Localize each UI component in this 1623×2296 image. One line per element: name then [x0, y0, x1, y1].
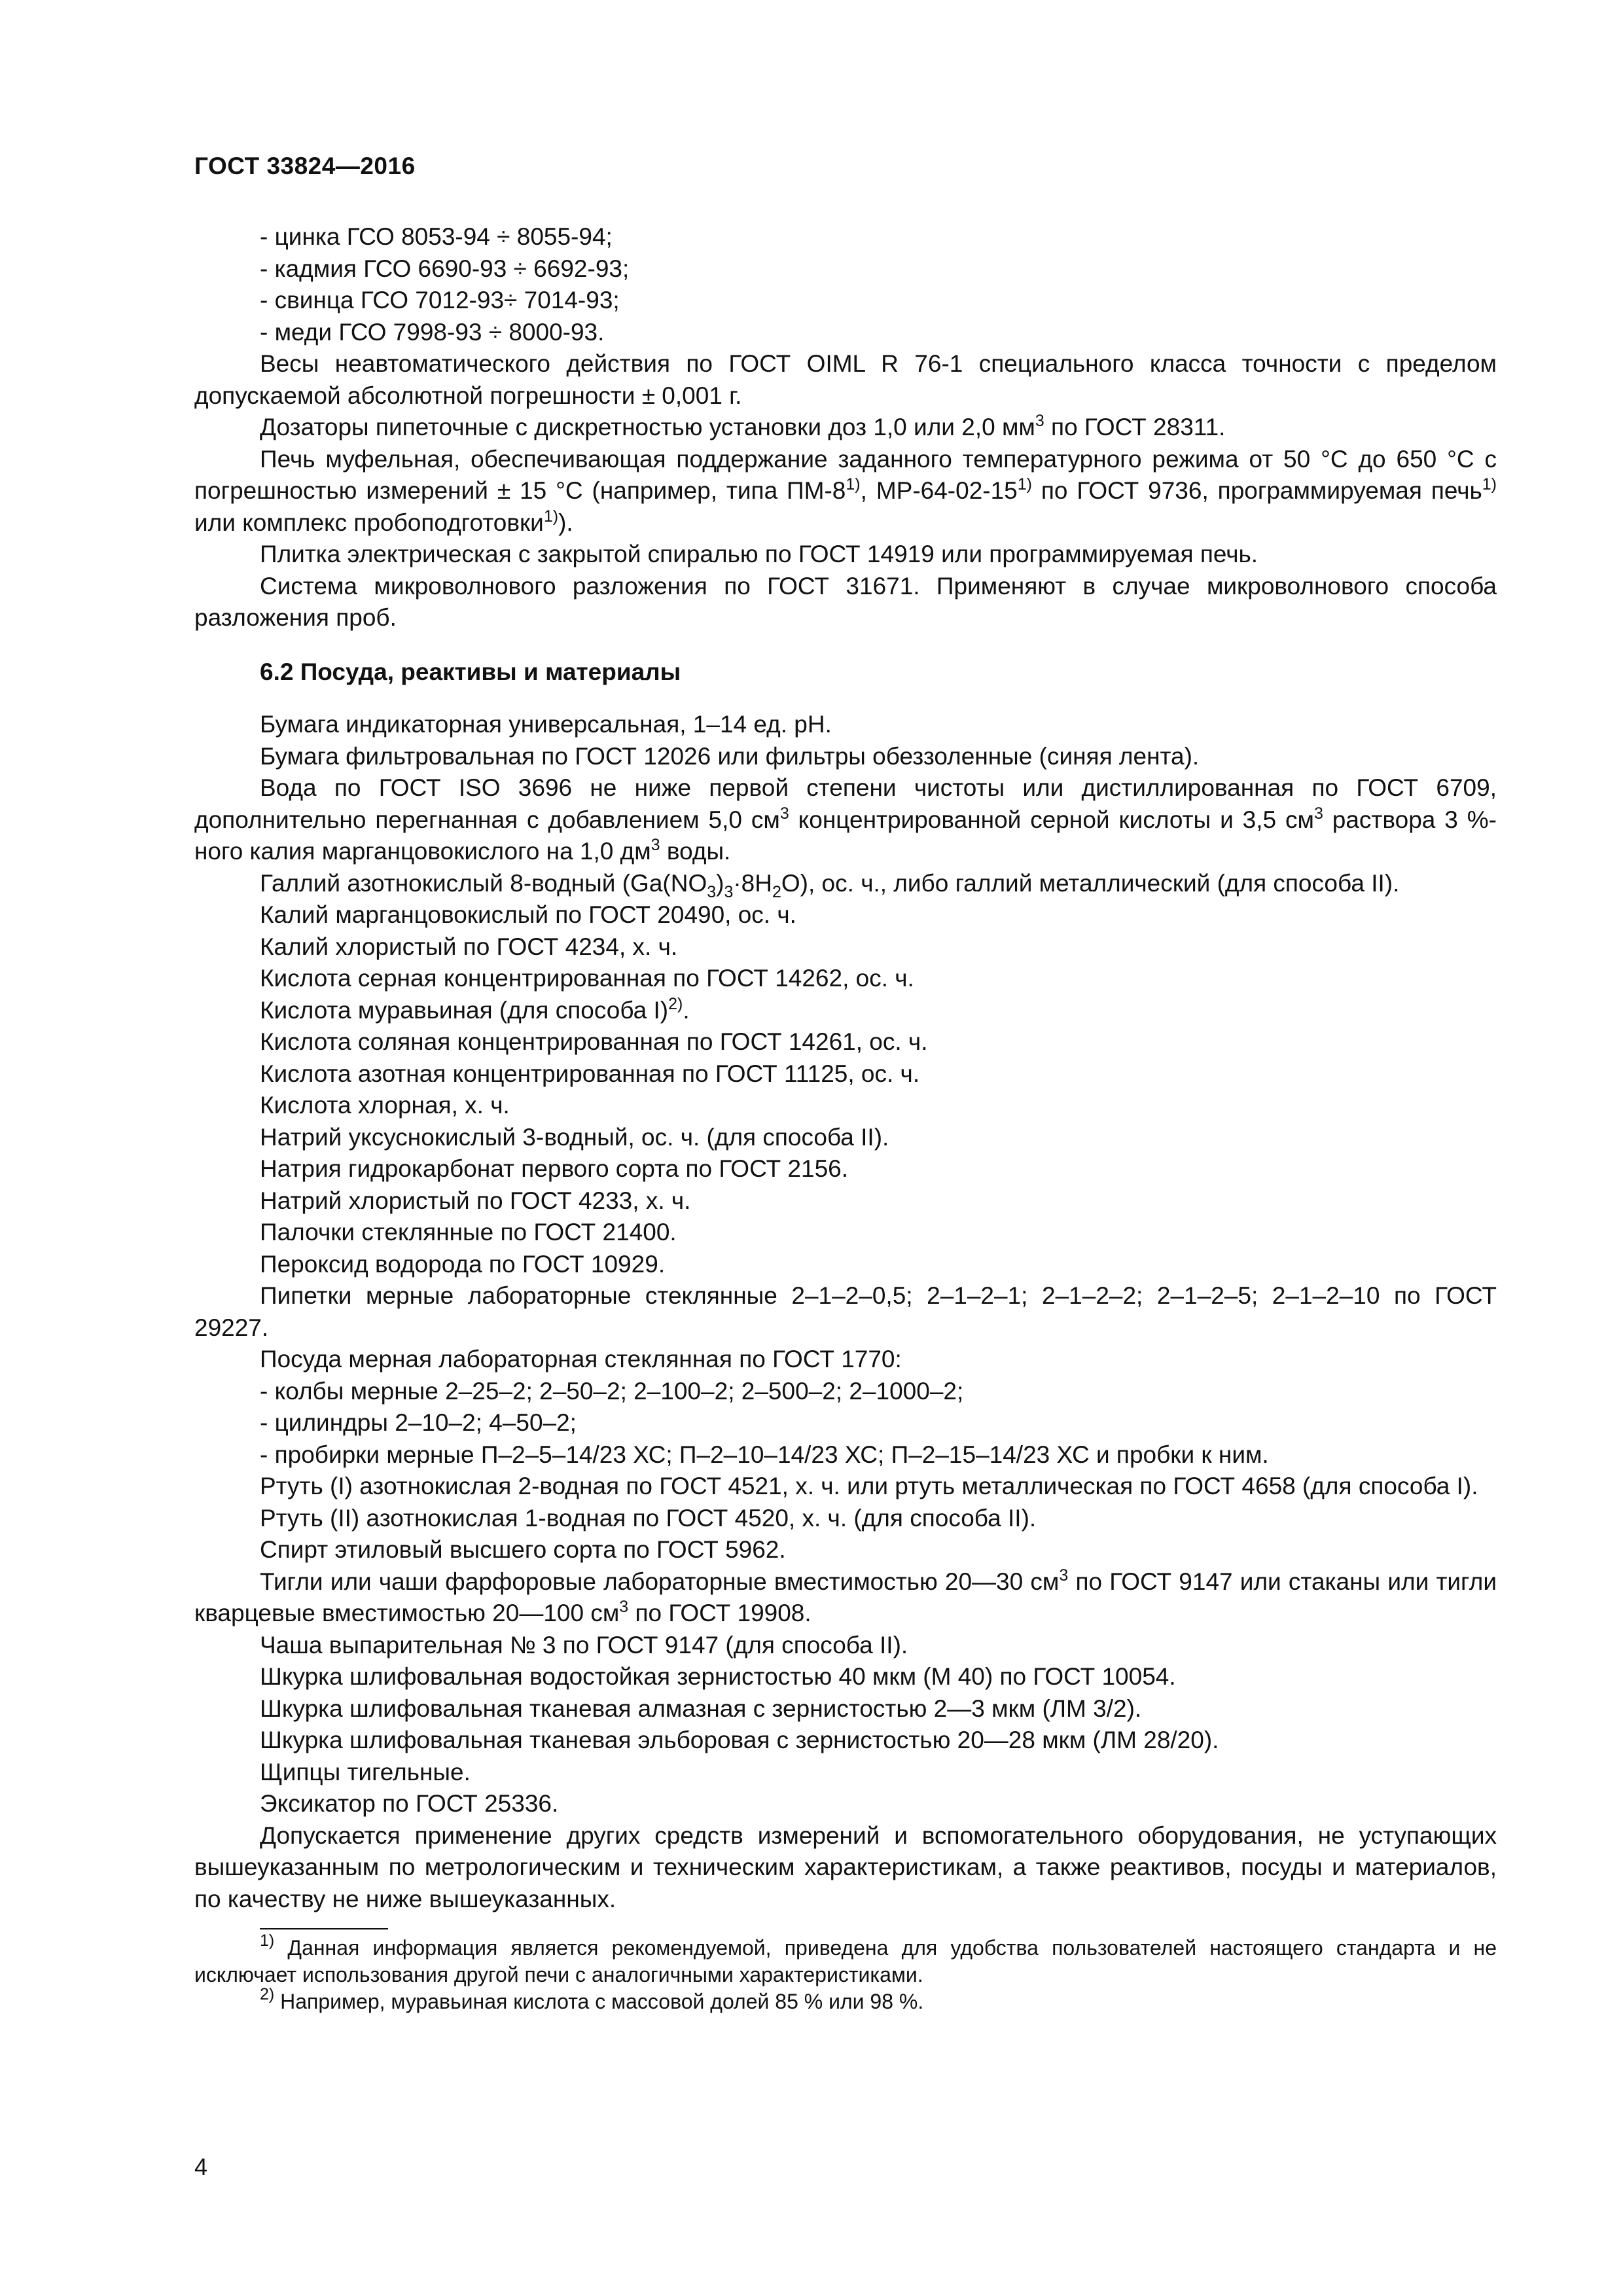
text-run: , МР-64-02-15 — [860, 477, 1018, 504]
standard-sample-item: - меди ГСО 7998-93 ÷ 8000-93. — [260, 318, 605, 346]
footnote-ref: 2) — [668, 994, 683, 1013]
reagent-alcohol: Спирт этиловый высшего сорта по ГОСТ 5962. — [260, 1536, 786, 1563]
reagent-item: Кислота азотная концентрированная по ГОСТ 11125, ос. ч. — [260, 1060, 920, 1087]
reagent-crucibles — [194, 1566, 1497, 1630]
superscript: 3 — [1035, 412, 1044, 430]
footnote-1 — [194, 1931, 1497, 1988]
reagent-item: Щипцы тигельные. — [260, 1758, 471, 1785]
footnote-text: Например, муравьиная кислота с массовой долей 85 % или 98 %. — [274, 1990, 924, 2013]
text-run: ·8H — [733, 869, 772, 897]
reagent-item: Шкурка шлифовальная тканевая эльборовая с зернистостью 20—28 мкм (ЛМ 28/20). — [260, 1727, 1219, 1753]
reagent-item: Кислота серная концентрированная по ГОСТ 14262, ос. ч. — [260, 965, 914, 992]
text-run: Кислота муравьиная (для способа I) — [260, 996, 669, 1024]
reagent-mercury-1: Ртуть (I) азотнокислая 2-водная по ГОСТ 4521, х. ч. или ртуть металлическая по ГОСТ 4658 (для способа I). — [260, 1473, 1478, 1499]
reagent-item: Натрий хлористый по ГОСТ 4233, х. ч. — [260, 1187, 691, 1214]
text-run: или комплекс пробоподготовки — [194, 509, 544, 536]
paragraph-furnace — [194, 444, 1497, 539]
paragraph-dosers — [194, 412, 1497, 444]
paragraph-plate: Плитка электрическая с закрытой спиралью по ГОСТ 14919 или программируемая печь. — [260, 541, 1258, 567]
standard-sample-item: - кадмия ГСО 6690-93 ÷ 6692-93; — [260, 255, 630, 282]
footnote-divider — [260, 1928, 388, 1929]
page-number: 4 — [194, 2153, 208, 2180]
subscript: 3 — [707, 882, 717, 901]
standard-sample-item: - свинца ГСО 7012-93÷ 7014-93; — [260, 287, 620, 314]
text-run: Печь муфельная, обеспечивающая поддержание заданного температурного режима от 50 °С до 650 °С с погрешностью измерений ± 15 °С (например, типа ПМ-8 — [194, 445, 1497, 504]
document-header: ГОСТ 33824—2016 — [194, 152, 416, 179]
reagent-item: Шкурка шлифовальная тканевая алмазная с зернистостью 2—3 мкм (ЛМ 3/2). — [260, 1695, 1142, 1722]
text-run: ) — [716, 869, 724, 897]
text-run: по ГОСТ 19908. — [628, 1600, 812, 1626]
superscript: 3 — [619, 1598, 629, 1616]
paragraph-microwave: Система микроволнового разложения по ГОСТ 31671. Применяют в случае микроволнового способа разложения проб. — [194, 572, 1497, 631]
text-run: Вода по ГОСТ ISO 3696 не ниже первой степени чистоты или дистиллированная по ГОСТ 6709, дополнительно перегнанная с добавлением 5,0 см — [194, 774, 1497, 833]
glassware-item: - пробирки мерные П–2–5–14/23 ХС; П–2–10–14/23 ХС; П–2–15–14/23 ХС и пробки к ним. — [260, 1441, 1269, 1468]
standard-sample-item: - цинка ГСО 8053-94 ÷ 8055-94; — [260, 223, 613, 250]
text-run: ). — [558, 509, 573, 536]
text-run: по ГОСТ 9147 или стаканы или тигли кварцевые вместимостью 20—100 см — [194, 1568, 1497, 1626]
reagent-item: Калий хлористый по ГОСТ 4234, х. ч. — [260, 933, 678, 960]
reagent-pipettes: Пипетки мерные лабораторные стеклянные 2–1–2–0,5; 2–1–2–1; 2–1–2–2; 2–1–2–5; 2–1–2–10 по ГОСТ 29227. — [194, 1282, 1497, 1341]
text-run: O), ос. ч., либо галлий металлический (для способа II). — [781, 869, 1400, 897]
footnote-text: Данная информация является рекомендуемой, приведена для удобства пользователей настоящего стандарта и не исключает использования другой печи с аналогичными характеристиками. — [194, 1936, 1497, 1986]
glassware-item: - колбы мерные 2–25–2; 2–50–2; 2–100–2; 2–500–2; 2–1000–2; — [260, 1377, 964, 1405]
footnote-ref: 1) — [543, 507, 559, 526]
text-run: воды. — [660, 838, 731, 865]
paragraph-scales: Весы неавтоматического действия по ГОСТ OIML R 76-1 специального класса точности с пределом допускаемой абсолютной погрешности ± 0,001 г. — [194, 350, 1497, 409]
text-run: концентрированной серной кислоты и 3,5 см — [789, 806, 1314, 833]
reagent-item: Пероксид водорода по ГОСТ 10929. — [260, 1250, 666, 1278]
paragraph-allowed: Допускается применение других средств измерений и вспомогательного оборудования, не уступающих вышеуказанным по метрологическим и техническим характеристикам, а также реактивов, посуды и материалов, по качеству не ниже вышеуказанных. — [194, 1821, 1497, 1912]
superscript: 3 — [1313, 804, 1323, 823]
footnotes — [194, 1931, 1497, 2015]
superscript: 3 — [1059, 1566, 1069, 1585]
text-run: . — [683, 996, 690, 1024]
superscript: 3 — [651, 836, 660, 854]
footnote-2 — [194, 1985, 1497, 2015]
superscript: 3 — [779, 804, 789, 823]
reagent-gallium — [194, 868, 1497, 900]
text-run: Тигли или чаши фарфоровые лабораторные вместимостью 20—30 см — [260, 1568, 1060, 1595]
text-run: по ГОСТ 9736, программируемая печь — [1031, 477, 1482, 504]
reagent-formic — [194, 995, 1497, 1027]
footnote-ref: 1) — [1482, 475, 1497, 493]
footnote-mark: 2) — [260, 1985, 275, 2003]
reagent-item: Бумага индикаторная универсальная, 1–14 ед. рН. — [260, 711, 832, 738]
footnote-ref: 1) — [1017, 475, 1032, 493]
document-body — [194, 221, 1497, 2015]
reagent-item: Кислота соляная концентрированная по ГОСТ 14261, ос. ч. — [260, 1028, 928, 1055]
text-run: Дозаторы пипеточные с дискретностью установки доз 1,0 или 2,0 мм — [260, 414, 1035, 440]
reagent-water — [194, 772, 1497, 868]
reagent-item: Калий марганцовокислый по ГОСТ 20490, ос. ч. — [260, 901, 796, 928]
reagent-item: Чаша выпарительная № 3 по ГОСТ 9147 (для способа II). — [260, 1631, 908, 1659]
reagent-mercury-2: Ртуть (II) азотнокислая 1-водная по ГОСТ 4520, х. ч. (для способа II). — [260, 1504, 1037, 1532]
reagent-item: Натрий уксуснокислый 3-водный, ос. ч. (для способа II). — [260, 1123, 889, 1151]
footnote-mark: 1) — [260, 1931, 275, 1950]
reagent-glassware: Посуда мерная лабораторная стеклянная по ГОСТ 1770: — [260, 1346, 902, 1372]
reagent-item: Палочки стеклянные по ГОСТ 21400. — [260, 1219, 677, 1246]
subscript: 3 — [724, 882, 734, 901]
reagent-item: Кислота хлорная, х. ч. — [260, 1092, 510, 1119]
reagent-item: Эксикатор по ГОСТ 25336. — [260, 1790, 559, 1817]
text-run: раствора 3 %-ного калия марганцовокислого на 1,0 дм — [194, 806, 1497, 865]
section-title: 6.2 Посуда, реактивы и материалы — [260, 658, 681, 685]
reagent-item: Натрия гидрокарбонат первого сорта по ГОСТ 2156. — [260, 1155, 849, 1182]
text-run: Галлий азотнокислый 8-водный (Ga(NO — [260, 869, 707, 897]
reagent-item: Бумага фильтровальная по ГОСТ 12026 или фильтры обеззоленные (синяя лента). — [260, 742, 1200, 770]
text-run: по ГОСТ 28311. — [1044, 414, 1226, 440]
footnote-ref: 1) — [846, 475, 861, 493]
glassware-item: - цилиндры 2–10–2; 4–50–2; — [260, 1409, 577, 1436]
reagent-item: Шкурка шлифовальная водостойкая зернистостью 40 мкм (М 40) по ГОСТ 10054. — [260, 1663, 1176, 1690]
subscript: 2 — [772, 882, 781, 901]
